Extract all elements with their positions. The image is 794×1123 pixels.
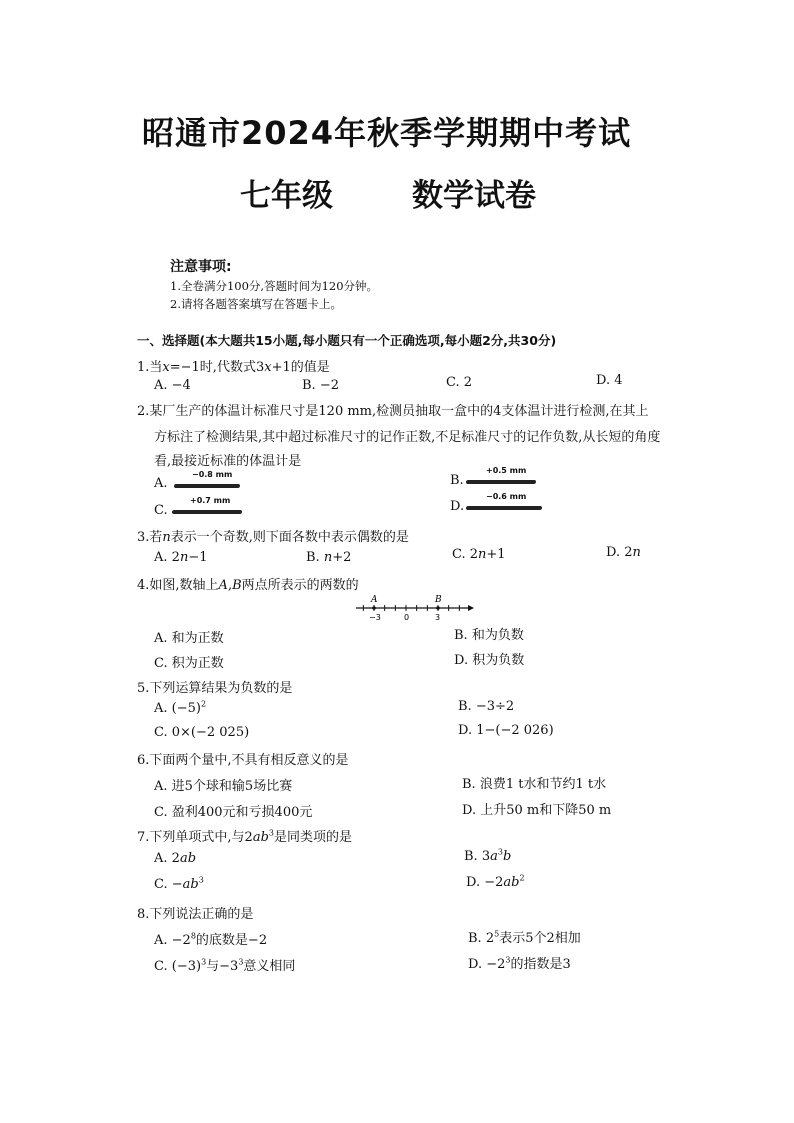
q3-c-pre: C. 2: [452, 547, 479, 562]
exam-title: 昭通市2024年秋季学期期中考试: [142, 114, 632, 152]
q2-thermometer-a-label: −0.8 mm: [192, 470, 233, 479]
q3-stem-a: 3.若: [137, 530, 163, 545]
q1-stem-b: =−1时,代数式3: [169, 360, 265, 375]
q2-thermometer-d-label: −0.6 mm: [486, 492, 527, 501]
number-line: [350, 592, 476, 626]
q2-line-1: 2.某厂生产的体温计标准尺寸是120 mm,检测员抽取一盒中的4支体温计进行检测,在其上: [137, 404, 649, 419]
q3-option-b[interactable]: [306, 550, 351, 565]
q2-thermometer-d: [466, 492, 542, 510]
q3-a-post: −1: [188, 550, 208, 565]
q7-c-pre: C. −: [154, 877, 183, 892]
q3-var-n: n: [162, 530, 171, 545]
number-line-arrow: [468, 605, 474, 611]
q7-stem-exp: 3: [268, 828, 274, 838]
grade-label: 七年级: [240, 178, 333, 214]
q8-c-pre: C. (−3): [154, 959, 202, 974]
q7-b-pre: B. 3: [464, 849, 491, 864]
q7-option-a[interactable]: [154, 851, 196, 866]
q3-b-var: n: [323, 550, 333, 565]
q2-thermometer-c-bar: [172, 510, 243, 514]
q1-option-b[interactable]: B. −2: [302, 378, 339, 393]
q8-c-post: 意义相同: [243, 959, 296, 974]
note-item-1: 1.全卷满分100分,答题时间为120分钟。: [170, 279, 379, 293]
q6-option-c[interactable]: C. 盈利400元和亏损400元: [154, 805, 313, 820]
q2-line-2: 方标注了检测结果,其中超过标准尺寸的记作正数,不足标准尺寸的记作负数,从长短的角度: [154, 430, 661, 445]
q2-thermometer-b-label: +0.5 mm: [486, 466, 527, 475]
q5-option-a[interactable]: [154, 701, 206, 716]
q8-option-c[interactable]: [154, 955, 295, 974]
q7-c-exp: 3: [198, 875, 204, 885]
q5-option-c[interactable]: C. 0×(−2 025): [154, 725, 250, 740]
q3-c-post: +1: [486, 547, 506, 562]
q3-option-d[interactable]: [606, 545, 641, 560]
q6-option-b[interactable]: B. 浪费1 t水和节约1 t水: [462, 777, 607, 792]
q1-stem-c: +1的值是: [271, 360, 330, 375]
q4-option-a[interactable]: A. 和为正数: [154, 631, 224, 646]
q7-c-var: ab: [182, 877, 199, 892]
q7-d-pre: D. −2: [466, 875, 504, 890]
section-heading: 一、选择题(本大题共15小题,每小题只有一个正确选项,每小题2分,共30分): [137, 333, 557, 348]
q8-b-post: 表示5个2相加: [499, 931, 581, 946]
q7-b-var2: b: [502, 849, 512, 864]
q5-a-text: A. (−5): [154, 701, 201, 716]
q4-stem-a: 4.如图,数轴上: [137, 578, 219, 593]
q7-stem-b: 是同类项的是: [273, 830, 352, 845]
q6-option-a[interactable]: A. 进5个球和输5场比赛: [154, 779, 293, 794]
q8-a-exp: 8: [190, 931, 196, 941]
q7-option-b[interactable]: [464, 849, 511, 864]
q7-b-exp: 3: [497, 847, 503, 857]
q3-d-pre: D. 2: [606, 545, 633, 560]
question-6-stem: 6.下面两个量中,不具有相反意义的是: [137, 753, 349, 768]
q7-option-c[interactable]: [154, 877, 204, 892]
question-5-stem: 5.下列运算结果为负数的是: [137, 681, 293, 696]
notes-heading: 注意事项:: [170, 259, 232, 275]
q7-option-d[interactable]: [466, 875, 525, 890]
q5-option-b[interactable]: B. −3÷2: [458, 699, 515, 714]
q4-comma: ,: [227, 578, 233, 593]
q8-d-post: 的指数是3: [510, 957, 571, 972]
q3-option-c[interactable]: [452, 547, 506, 562]
q3-d-var: n: [632, 545, 641, 560]
q3-c-var: n: [478, 547, 487, 562]
tick-label-3: 3: [435, 613, 441, 622]
q1-stem-a: 1.当: [137, 360, 163, 375]
q6-option-d[interactable]: D. 上升50 m和下降50 m: [462, 803, 612, 818]
q2-thermometer-a-bar: [174, 484, 241, 488]
q5-option-d[interactable]: D. 1−(−2 026): [458, 723, 554, 738]
q8-b-pre: B. 2: [468, 931, 495, 946]
q3-a-var: n: [179, 550, 189, 565]
q7-stem-a: 7.下列单项式中,与2: [137, 830, 253, 845]
q8-option-b[interactable]: [468, 927, 581, 946]
q5-a-exp: 2: [200, 699, 207, 709]
q4-option-d[interactable]: D. 积为负数: [454, 653, 525, 668]
q2-thermometer-b-bar: [466, 480, 537, 484]
q8-option-a[interactable]: [154, 929, 267, 948]
q4-stem-b: 两点所表示的两数的: [241, 578, 359, 593]
q2-option-b[interactable]: B.: [450, 473, 464, 488]
q7-stem-var: ab: [252, 830, 269, 845]
q7-d-var: ab: [503, 875, 520, 890]
q8-option-d[interactable]: [468, 953, 571, 972]
q8-a-post: 的底数是−2: [195, 933, 268, 948]
q2-thermometer-b: [466, 466, 536, 484]
q1-option-d[interactable]: D. 4: [596, 373, 623, 388]
q1-option-c[interactable]: C. 2: [446, 375, 473, 390]
tick-label-neg3: −3: [369, 613, 381, 622]
q3-option-a[interactable]: [154, 550, 207, 565]
q7-b-var1: a: [490, 849, 498, 864]
q7-d-exp: 2: [519, 873, 525, 883]
q8-d-exp: 3: [505, 955, 511, 965]
q2-thermometer-c: [172, 496, 242, 514]
q4-var-b: B: [232, 578, 242, 593]
question-1-stem: [137, 356, 330, 375]
point-a: [372, 606, 376, 610]
tick-label-0: 0: [404, 613, 410, 622]
point-b-label: B: [435, 595, 442, 605]
q8-c-exp: 3: [201, 957, 207, 967]
q8-d-pre: D. −2: [468, 957, 506, 972]
q3-b-post: +2: [332, 550, 352, 565]
q1-var-x: x: [162, 360, 170, 375]
question-8-stem: 8.下列说法正确的是: [137, 907, 254, 922]
q4-var-a: A: [218, 578, 228, 593]
q7-a-pre: A. 2: [154, 851, 180, 866]
q2-thermometer-c-label: +0.7 mm: [190, 496, 231, 505]
q8-b-exp: 5: [494, 929, 500, 939]
q1-option-a[interactable]: A. −4: [154, 378, 191, 393]
q1-var-x2: x: [264, 360, 272, 375]
question-7-stem: [137, 826, 352, 845]
q8-a-pre: A. −2: [154, 933, 191, 948]
q2-thermometer-a: [174, 470, 240, 488]
q8-c-exp2: 3: [238, 957, 244, 967]
q7-a-var: ab: [179, 851, 197, 866]
question-3-stem: [137, 526, 409, 545]
q8-c-mid: 与−3: [206, 959, 239, 974]
q2-option-c[interactable]: C.: [154, 503, 168, 518]
q2-thermometer-d-bar: [466, 506, 543, 510]
q3-a-pre: A. 2: [154, 550, 180, 565]
question-4-stem: [137, 574, 359, 593]
point-b: [436, 606, 440, 610]
point-a-label: A: [371, 595, 378, 605]
subject-label: 数学试卷: [412, 178, 536, 214]
q2-option-d[interactable]: D.: [450, 499, 465, 514]
q4-option-c[interactable]: C. 积为正数: [154, 656, 224, 671]
q3-stem-b: 表示一个奇数,则下面各数中表示偶数的是: [170, 530, 409, 545]
note-item-2: 2.请将各题答案填写在答题卡上。: [170, 297, 342, 311]
q3-b-pre: B.: [306, 550, 324, 565]
q2-option-a[interactable]: A.: [154, 476, 168, 491]
q4-option-b[interactable]: B. 和为负数: [454, 628, 524, 643]
q2-line-3: 看,最接近标准的体温计是: [154, 454, 302, 469]
